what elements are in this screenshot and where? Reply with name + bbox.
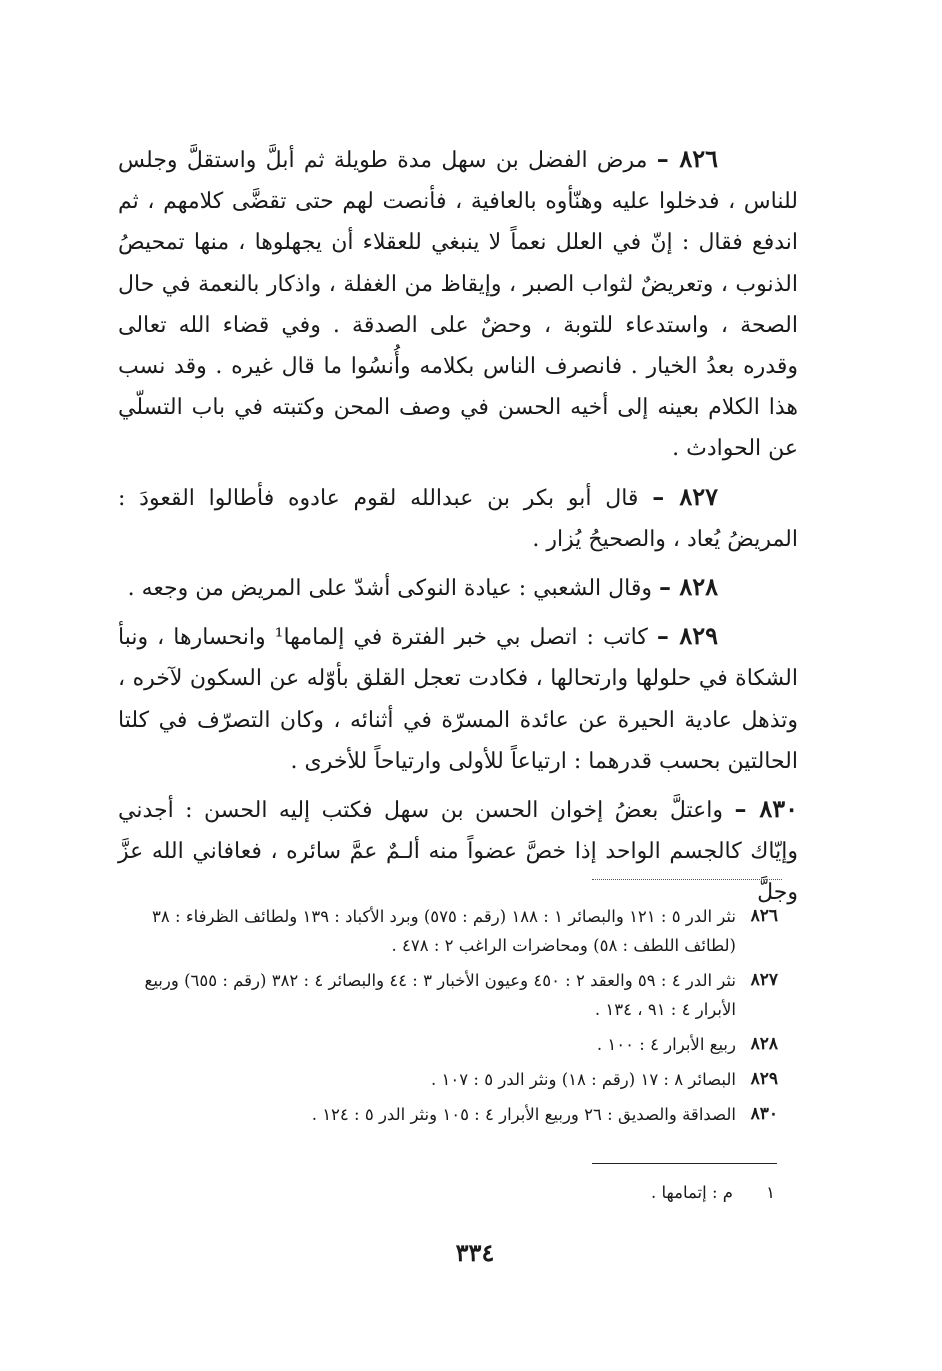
source-references (138, 902, 778, 1135)
source-text: ربيع الأبرار ٤ : ١٠٠ . (596, 1035, 736, 1054)
paragraph-text: كاتب : اتصل بي خبر الفترة في إلمامها¹ وانحسارها ، ونبأ الشكاة في حلولها وارتحالها ، فكادت تعجل القلق بأوّله عن السكون لآخره ، وتذهل عادية الحيرة عن عائدة المسرّة في أثنائه ، وكان التصرّف في كلتا الحالتين بحسب قدرهما : ارتياعاً للأولى وارتياحاً للأخرى . (118, 625, 798, 774)
paragraph-text: وقال الشعبي : عيادة النوكى أشدّ على المريض من وجعه . (127, 576, 652, 602)
page-number: ٣٣٤ (455, 1238, 495, 1267)
entry-number: ٨٢٧ – (652, 481, 718, 511)
source-number: ٨٢٩ (750, 1069, 778, 1089)
entry-number: ٨٢٨ – (658, 572, 718, 602)
paragraph-830 (118, 788, 798, 914)
paragraph-826 (118, 138, 798, 470)
entry-number: ٨٣٠ – (734, 794, 798, 824)
source-entry (138, 902, 778, 960)
source-entry (138, 1100, 778, 1129)
source-number: ٨٢٦ (750, 906, 778, 926)
paragraph-828 (118, 566, 798, 609)
source-number: ٨٣٠ (750, 1104, 778, 1124)
paragraph-829 (118, 615, 798, 782)
main-text (118, 138, 798, 920)
footnote-divider (592, 879, 782, 880)
source-number: ٨٢٧ (750, 970, 778, 990)
source-entry (138, 1065, 778, 1094)
source-entry (138, 966, 778, 1024)
note-divider (592, 1163, 777, 1164)
source-text: البصائر ٨ : ١٧ (رقم : ١٨) ونثر الدر ٥ : ١٠٧ . (431, 1070, 736, 1089)
paragraph-827 (118, 476, 798, 560)
paragraph-text: قال أبو بكر بن عبدالله لقوم عادوه فأطالوا القعودَ : المريضُ يُعاد ، والصحيحُ يُزار . (118, 485, 798, 552)
footnote-number: ١ (766, 1183, 775, 1202)
paragraph-text: مرض الفضل بن سهل مدة طويلة ثم أبلَّ واستقلَّ وجلس للناس ، فدخلوا عليه وهنّأوه بالعافية ، فأنصت لهم حتى تقضَّى كلامهم ، ثم اندفع فقال : إنّ في العلل نعماً لا ينبغي للعقلاء أن يجهلوها ، منها تمحيصُ الذنوب ، وتعريضٌ لثواب الصبر ، وإيقاظ من الغفلة ، واذكار بالنعمة في حال الصحة ، واستدعاء للتوبة ، وحضٌ على الصدقة . وفي قضاء الله تعالى وقدره بعدُ الخيار . فانصرف الناس بكلامه وأُنسُوا ما قال غيره . وقد نسب هذا الكلام بعينه إلى أخيه الحسن في وصف المحن وكتبته في باب التسلّي عن الحوادث . (118, 148, 798, 462)
footnote-text: م : إتمامها . (651, 1183, 733, 1202)
source-number: ٨٢٨ (750, 1034, 778, 1054)
entry-number: ٨٢٩ – (656, 621, 718, 651)
source-text: نثر الدر ٤ : ٥٩ والعقد ٢ : ٤٥٠ وعيون الأخبار ٣ : ٤٤ والبصائر ٤ : ٣٨٢ (رقم : ٦٥٥) وربيع الأبرار ٤ : ٩١ ، ١٣٤ . (144, 971, 736, 1019)
source-text: الصداقة والصديق : ٢٦ وربيع الأبرار ٤ : ١٠٥ ونثر الدر ٥ : ١٢٤ . (311, 1105, 736, 1124)
paragraph-text: واعتلَّ بعضُ إخوان الحسن بن سهل فكتب إليه الحسن : أجدني وإيّاك كالجسم الواحد إذا خصَّ عضواً منه ألـمٌ عمَّ سائره ، فعافاني الله عزَّ وجلَّ (118, 798, 798, 906)
source-entry (138, 1030, 778, 1059)
entry-number: ٨٢٦ – (656, 144, 719, 173)
footnote (500, 1180, 775, 1206)
source-text: نثر الدر ٥ : ١٢١ والبصائر ١ : ١٨٨ (رقم : ٥٧٥) وبرد الأكباد : ١٣٩ ولطائف الظرفاء : ٣٨ (لطائف اللطف : ٥٨) ومحاضرات الراغب ٢ : ٤٧٨ . (152, 907, 736, 955)
